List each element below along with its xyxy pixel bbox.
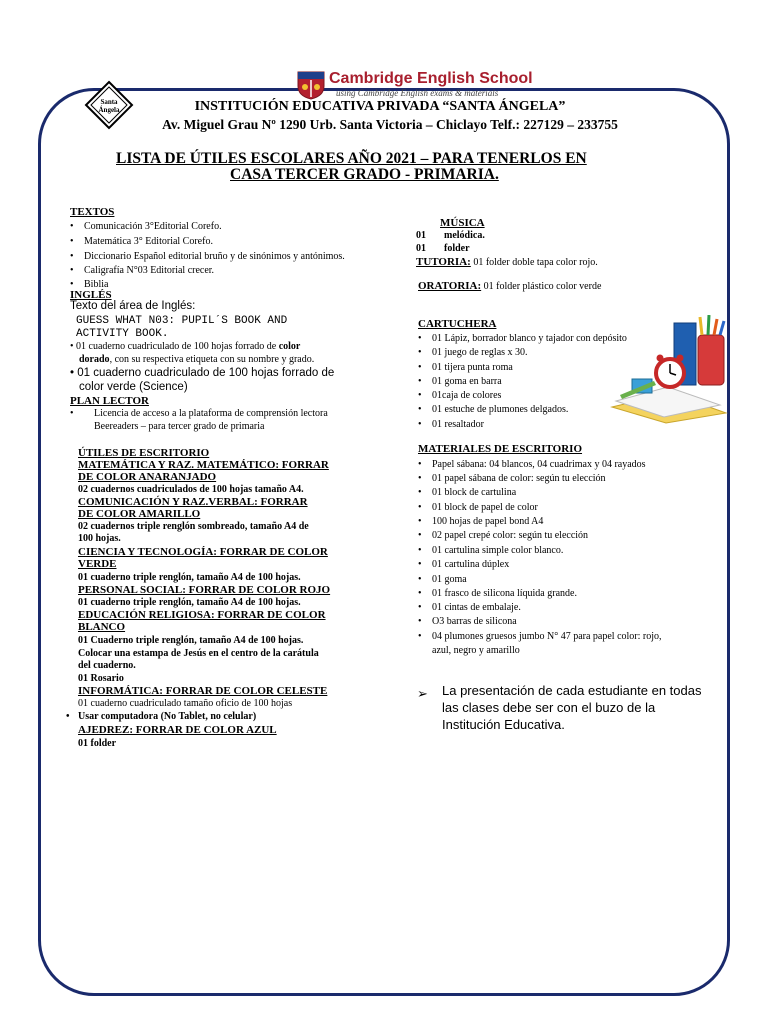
list-item: 01 Rosario bbox=[78, 673, 124, 684]
list-item-cont: Beereaders – para tercer grado de primaria bbox=[94, 421, 265, 432]
list-item: • 01 cuaderno cuadriculado de 100 hojas forrado de bbox=[70, 367, 335, 379]
list-item: • Caligrafía N°03 Editorial crecer. bbox=[70, 265, 215, 276]
materiales-heading: MATERIALES DE ESCRITORIO bbox=[418, 443, 583, 455]
list-item: 01 cuaderno triple renglón, tamaño A4 de 100 hojas. bbox=[78, 572, 301, 583]
plan-lector-heading: PLAN LECTOR bbox=[70, 395, 149, 407]
list-item bbox=[416, 243, 470, 254]
list-item: • 01 papel sábana de color: según tu elección bbox=[418, 473, 606, 484]
institution-address: Av. Miguel Grau Nº 1290 Urb. Santa Victoria – Chiclayo Telf.: 227129 – 233755 bbox=[162, 117, 618, 132]
list-item-text: 01 frasco de silicona líquida grande. bbox=[432, 588, 577, 599]
list-item: • 01 cartulina simple color blanco. bbox=[418, 545, 564, 556]
list-item: • 01 goma bbox=[418, 574, 467, 585]
list-item-text: O3 barras de silicona bbox=[432, 616, 517, 627]
cambridge-logo bbox=[296, 70, 533, 102]
list-item-text: 01 cintas de embalaje. bbox=[432, 602, 521, 613]
list-item: del cuaderno. bbox=[78, 660, 136, 671]
list-item-cont: azul, negro y amarillo bbox=[432, 645, 520, 656]
list-item: • 01 cartulina dúplex bbox=[418, 559, 510, 570]
ingles-book-line1: GUESS WHAT N03: PUPIL´S BOOK AND bbox=[76, 315, 288, 327]
list-item-cont: color verde (Science) bbox=[79, 381, 188, 393]
list-item: • Licencia de acceso a la plataforma de comprensión lectora bbox=[70, 408, 328, 419]
arrow-bullet-icon: ➢ bbox=[417, 686, 428, 701]
list-item: • 01 juego de reglas x 30. bbox=[418, 347, 528, 358]
svg-text:Ángela: Ángela bbox=[98, 106, 120, 114]
list-item-text: 02 papel crepé color: según tu elección bbox=[432, 530, 589, 541]
section-heading: MATEMÁTICA Y RAZ. MATEMÁTICO: FORRAR bbox=[78, 459, 329, 471]
section-heading: VERDE bbox=[78, 558, 117, 570]
ingles-heading: INGLÉS bbox=[70, 289, 112, 301]
list-item-text: Biblia bbox=[84, 279, 109, 290]
oratoria-line bbox=[418, 280, 601, 292]
list-item: • Comunicación 3°Editorial Corefo. bbox=[70, 221, 222, 232]
list-item-text: Usar computadora (No Tablet, no celular) bbox=[78, 711, 257, 722]
list-item-text: Caligrafía N°03 Editorial crecer. bbox=[84, 265, 215, 276]
list-item-text: 01 cuaderno cuadriculado de 100 hojas forrado de bbox=[77, 367, 335, 379]
list-item-text: 01 juego de reglas x 30. bbox=[432, 347, 528, 358]
list-item: • O3 barras de silicona bbox=[418, 616, 517, 627]
list-item: 100 hojas. bbox=[78, 533, 121, 544]
list-title-line2: CASA TERCER GRADO - PRIMARIA. bbox=[230, 166, 499, 183]
list-item: • Biblia bbox=[70, 279, 109, 290]
brand-subtitle: using Cambridge English exams & materials bbox=[336, 88, 499, 98]
oratoria-label: ORATORIA: bbox=[418, 280, 482, 292]
list-item: 01 folder bbox=[78, 738, 117, 749]
list-item-qty: 01 bbox=[416, 243, 426, 254]
section-heading: PERSONAL SOCIAL: FORRAR DE COLOR ROJO bbox=[78, 584, 331, 596]
cartuchera-heading: CARTUCHERA bbox=[418, 318, 497, 330]
tutoria-text: 01 folder doble tapa color rojo. bbox=[470, 257, 598, 268]
list-item: • 02 papel crepé color: según tu elección bbox=[418, 530, 589, 541]
list-item bbox=[416, 230, 485, 241]
brand-title: Cambridge English School bbox=[329, 70, 533, 87]
ingles-intro: Texto del área de Inglés: bbox=[70, 300, 196, 312]
list-item: Colocar una estampa de Jesús en el centro de la carátula bbox=[78, 648, 319, 659]
list-item-text: 01 resaltador bbox=[432, 419, 484, 430]
list-item-text: 01 cartulina simple color blanco. bbox=[432, 545, 564, 556]
list-item-text: 01 Lápiz, borrador blanco y tajador con depósito bbox=[432, 333, 627, 344]
list-item-text: 01 goma bbox=[432, 574, 467, 585]
utiles-heading: ÚTILES DE ESCRITORIO bbox=[78, 447, 210, 459]
list-item: • 01 estuche de plumones delgados. bbox=[418, 404, 569, 415]
ingles-book-line2: ACTIVITY BOOK. bbox=[76, 328, 169, 340]
list-item-text: 01 goma en barra bbox=[432, 376, 502, 387]
list-item: • 01 tijera punta roma bbox=[418, 362, 513, 373]
list-item-text: 01 papel sábana de color: según tu elección bbox=[432, 473, 606, 484]
list-item-text: 04 plumones gruesos jumbo N° 47 para papel color: rojo, bbox=[432, 631, 662, 642]
list-item: 01 cuaderno cuadriculado tamaño oficio de 100 hojas bbox=[78, 698, 293, 709]
list-item-text: Papel sábana: 04 blancos, 04 cuadrimax y 04 rayados bbox=[432, 459, 646, 470]
list-item: 02 cuadernos triple renglón sombreado, tamaño A4 de bbox=[78, 521, 309, 532]
list-item: • Matemática 3° Editorial Corefo. bbox=[70, 236, 213, 247]
list-item: • 01 block de cartulina bbox=[418, 487, 517, 498]
list-item-text: 01caja de colores bbox=[432, 390, 502, 401]
list-item: • 01 goma en barra bbox=[418, 376, 502, 387]
list-item: • 01 frasco de silicona líquida grande. bbox=[418, 588, 577, 599]
musica-heading: MÚSICA bbox=[440, 217, 485, 229]
section-heading: AJEDREZ: FORRAR DE COLOR AZUL bbox=[78, 724, 277, 736]
list-item-text: Diccionario Español editorial bruño y de sinónimos y antónimos. bbox=[84, 251, 345, 262]
list-item-bold: dorado bbox=[79, 354, 110, 365]
svg-text:Santa: Santa bbox=[100, 98, 118, 106]
section-heading: COMUNICACIÓN Y RAZ.VERBAL: FORRAR bbox=[78, 496, 308, 508]
list-item: • 01caja de colores bbox=[418, 390, 502, 401]
list-item: • 01 resaltador bbox=[418, 419, 484, 430]
list-item-text: melódica. bbox=[444, 230, 485, 241]
section-heading: DE COLOR ANARANJADO bbox=[78, 471, 217, 483]
list-item: • 04 plumones gruesos jumbo N° 47 para papel color: rojo, bbox=[418, 631, 662, 642]
list-item-text: 01 block de cartulina bbox=[432, 487, 517, 498]
list-item: 02 cuadernos cuadriculados de 100 hojas tamaño A4. bbox=[78, 484, 304, 495]
section-heading: BLANCO bbox=[78, 621, 126, 633]
section-heading: EDUCACIÓN RELIGIOSA: FORRAR DE COLOR bbox=[78, 609, 326, 621]
tutoria-label: TUTORIA: bbox=[416, 256, 471, 268]
list-item: • Diccionario Español editorial bruño y de sinónimos y antónimos. bbox=[70, 251, 345, 262]
list-item: • Usar computadora (No Tablet, no celular) bbox=[66, 711, 257, 722]
section-heading: CIENCIA Y TECNOLOGÍA: FORRAR DE COLOR bbox=[78, 546, 328, 558]
list-item-text: folder bbox=[444, 243, 470, 254]
list-item: • 01 cintas de embalaje. bbox=[418, 602, 521, 613]
uniform-note: La presentación de cada estudiante en todas las clases debe ser con el buzo de la Institución Educativa. bbox=[442, 683, 702, 732]
textos-heading: TEXTOS bbox=[70, 206, 115, 218]
list-item-text: Matemática 3° Editorial Corefo. bbox=[84, 236, 213, 247]
list-item-text: 01 cartulina dúplex bbox=[432, 559, 510, 570]
list-item: 01 Cuaderno triple renglón, tamaño A4 de 100 hojas. bbox=[78, 635, 304, 646]
list-item-cont bbox=[79, 354, 314, 365]
institution-name: INSTITUCIÓN EDUCATIVA PRIVADA “SANTA ÁNGELA” bbox=[194, 99, 566, 114]
cambridge-shield-icon bbox=[296, 70, 326, 100]
school-supplies-illustration bbox=[610, 315, 728, 425]
list-item: • 01 Lápiz, borrador blanco y tajador con depósito bbox=[418, 333, 627, 344]
list-item-text: 01 tijera punta roma bbox=[432, 362, 513, 373]
list-item: • 100 hojas de papel bond A4 bbox=[418, 516, 544, 527]
list-item-text: 01 block de papel de color bbox=[432, 502, 538, 513]
list-item-text: , con su respectiva etiqueta con su nombre y grado. bbox=[109, 354, 315, 365]
list-item: • 01 cuaderno cuadriculado de 100 hojas forrado de color bbox=[70, 341, 301, 352]
section-heading: INFORMÁTICA: FORRAR DE COLOR CELESTE bbox=[78, 685, 328, 697]
list-item: 01 cuaderno triple renglón, tamaño A4 de 100 hojas. bbox=[78, 597, 301, 608]
list-item-text: 01 cuaderno cuadriculado de 100 hojas forrado de bbox=[76, 341, 279, 352]
list-title-line1: LISTA DE ÚTILES ESCOLARES AÑO 2021 – PARA TENERLOS EN bbox=[116, 150, 587, 167]
list-item-text: 100 hojas de papel bond A4 bbox=[432, 516, 544, 527]
list-item-qty: 01 bbox=[416, 230, 426, 241]
list-item-bold: color bbox=[278, 341, 301, 352]
list-item: • 01 block de papel de color bbox=[418, 502, 538, 513]
list-item-text: Comunicación 3°Editorial Corefo. bbox=[84, 221, 222, 232]
oratoria-text: 01 folder plástico color verde bbox=[481, 281, 602, 292]
tutoria-line bbox=[416, 256, 598, 268]
list-item-text: Licencia de acceso a la plataforma de comprensión lectora bbox=[94, 408, 328, 419]
list-item-text: 01 estuche de plumones delgados. bbox=[432, 404, 569, 415]
section-heading: DE COLOR AMARILLO bbox=[78, 508, 201, 520]
list-item: • Papel sábana: 04 blancos, 04 cuadrimax y 04 rayados bbox=[418, 459, 646, 470]
